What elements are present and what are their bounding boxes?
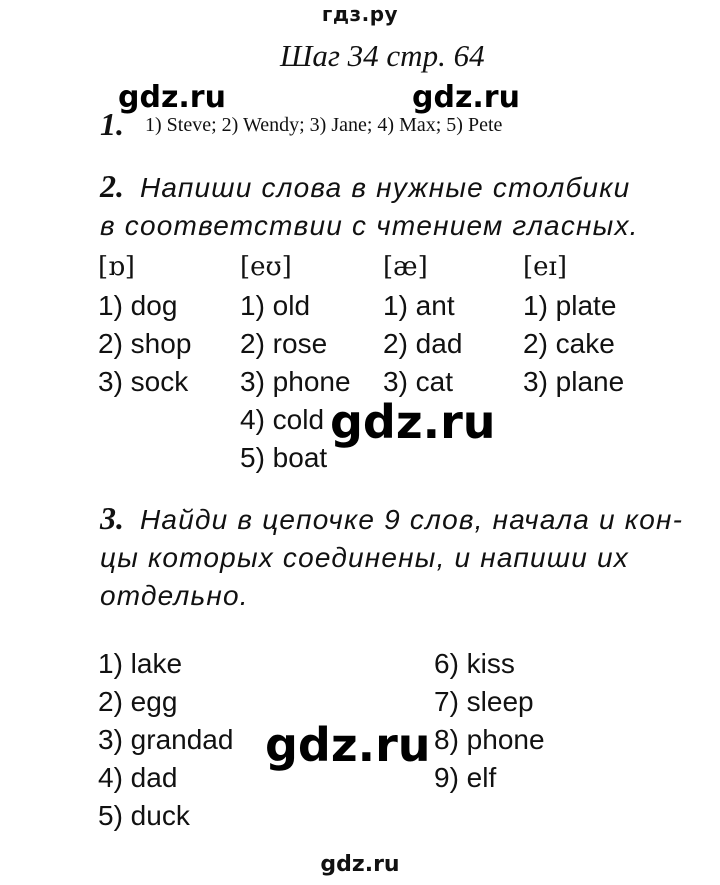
task-2-text-line-1: Напиши слова в нужные столбики: [140, 172, 631, 203]
list-item: 2) rose: [240, 328, 328, 359]
list-item: 1) old: [240, 290, 311, 321]
list-item: 2) cake: [523, 328, 615, 359]
task-2-number: 2.: [100, 168, 124, 204]
column-sound-o: [ɒ]: [98, 252, 135, 282]
list-item: 3) cat: [383, 366, 454, 397]
list-item: 5) duck: [98, 800, 190, 831]
watermark: gdz.ru: [265, 718, 431, 772]
list-item: 8) phone: [434, 724, 545, 755]
task-3-number: 3.: [100, 500, 124, 536]
list-item: 6) kiss: [434, 648, 515, 679]
watermark: gdz.ru: [118, 80, 226, 115]
list-item: 9) elf: [434, 762, 497, 793]
list-item: 1) plate: [523, 290, 617, 321]
list-item: 1) dog: [98, 290, 178, 321]
list-item: 4) cold: [240, 404, 325, 435]
list-item: 3) phone: [240, 366, 351, 397]
column-sound-ae: [æ]: [383, 252, 428, 282]
site-footer[interactable]: gdz.ru: [320, 852, 400, 877]
list-item: 3) sock: [98, 366, 189, 397]
task-3-text-line-3: отдельно.: [100, 580, 249, 611]
site-header[interactable]: гдз.ру: [321, 2, 399, 26]
page-title: Шаг 34 стр. 64: [280, 38, 485, 73]
column-sound-eu: [eʊ]: [240, 252, 292, 282]
list-item: 2) dad: [383, 328, 463, 359]
watermark: gdz.ru: [330, 395, 496, 449]
list-item: 4) dad: [98, 762, 178, 793]
task-1-answer: 1) Steve; 2) Wendy; 3) Jane; 4) Max; 5) Pete: [145, 114, 503, 136]
list-item: 2) shop: [98, 328, 192, 359]
list-item: 7) sleep: [434, 686, 534, 717]
task-2-text-line-2: в соответствии с чтением гласных.: [100, 210, 639, 241]
task-3-text-line-2: цы которых соединены, и напиши их: [100, 542, 629, 573]
task-3-text-line-1: Найди в цепочке 9 слов, начала и кон-: [140, 504, 684, 535]
list-item: 3) plane: [523, 366, 625, 397]
list-item: 3) grandad: [98, 724, 234, 755]
watermark: gdz.ru: [412, 80, 520, 115]
task-1-number: 1.: [100, 106, 124, 142]
column-sound-ei: [eɪ]: [523, 252, 567, 282]
list-item: 1) ant: [383, 290, 455, 321]
list-item: 5) boat: [240, 442, 328, 473]
list-item: 2) egg: [98, 686, 178, 717]
list-item: 1) lake: [98, 648, 183, 679]
